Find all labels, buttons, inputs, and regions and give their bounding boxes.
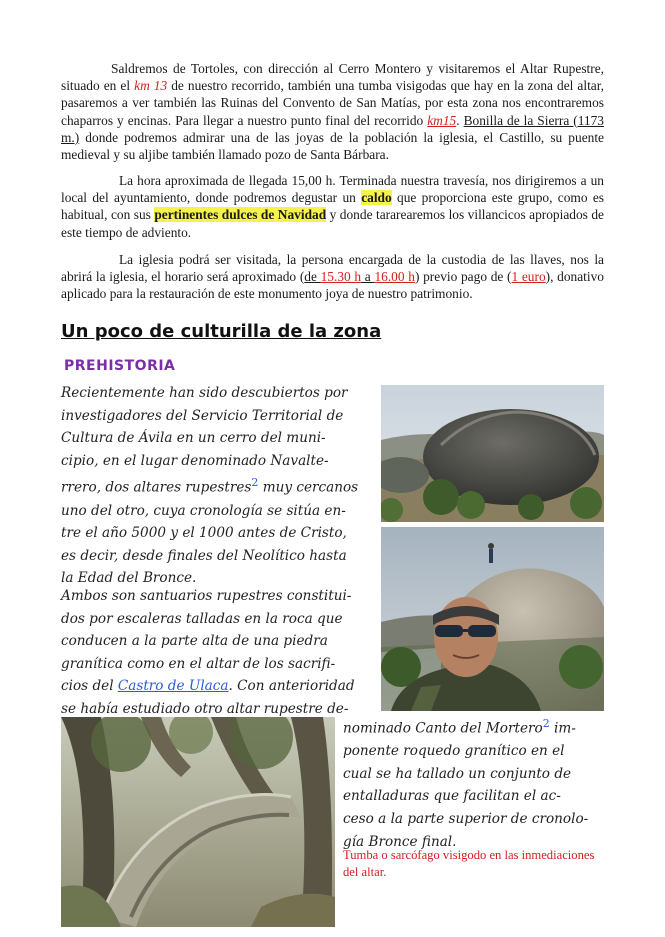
text-line: uno del otro, cuya cronología se sitúa en- [61,502,346,519]
p1-text-a: Saldremos de Tortoles, con dirección al Cerro Montero y visitaremos el Altar Rupestre, situado en el [61,61,604,94]
text-line: cual se ha tallado un conjunto de [343,765,572,782]
prehistoria-subheading: PREHISTORIA [64,358,176,374]
text-line: ceso a la parte superior de cronolo- [343,810,589,827]
p3-text-a: La iglesia podrá ser visitada, la persona encargada de la custodia de las llaves, nos la abrirá la iglesia, el horario será aproximado ( [61,252,604,285]
text-line: gía Bronce final. [343,833,457,850]
bonilla-link[interactable]: Bonilla de la Sierra (1173 m.) [61,112,604,145]
p3-de: de [304,269,321,285]
text-line: Cultura de Ávila en un cerro del muni- [61,430,326,447]
text-line: tre el año 5000 y el 1000 antes de Cristo, [61,525,347,542]
sarcophagus-photo [61,717,335,927]
intro-paragraph-route [61,60,604,163]
dulces-highlight: pertinentes dulces de Navidad [154,207,327,223]
text-fragment: . Con anterioridad [228,678,355,695]
selfie-photo [381,527,604,711]
text-fragment: cios del [61,678,118,695]
castro-de-ulaca-link[interactable]: Castro de Ulaca [117,678,229,695]
text-line: Recientemente han sido descubiertos por [61,385,348,401]
prehistoria-text-block [61,382,366,590]
text-line [343,713,608,740]
text-line: ponente roquedo granítico en el [343,743,565,760]
text-line: cipio, en el lugar denominado Navalte- [61,452,329,469]
caldo-highlight: caldo [361,190,392,206]
text-line: Ambos son santuarios rupestres constitui- [61,588,352,604]
time-end: 16.00 h [374,269,415,285]
p1-text-b: de nuestro recorrido, también una tumba visigodas que hay en la zona del altar, pasaremos a ver también las Ruinas del Convento de San Matías, por esta zona nos encontraremos chaparros y encinas. Para llegar a nuestro punto final del recorrido [61,78,605,128]
text-line: se había estudiado otro altar rupestre de- [61,700,349,717]
text-fragment: nominado Canto del Mortero [343,720,543,737]
text-fragment: rrero, dos altares rupestres [61,479,252,496]
boulder-photo [381,385,604,522]
time-start: 15.30 h [320,269,362,285]
sarcophagus-caption: Tumba o sarcófago visigodo en las inmediaciones del altar. [343,848,595,879]
intro-paragraph-arrival [61,172,604,241]
footnote-marker[interactable]: 2 [251,476,259,490]
text-fragment: im- [549,720,576,737]
text-line: investigadores del Servicio Territorial de [61,407,344,424]
p2-text-b: que proporciona este grupo, como es habitual, con sus [61,190,604,223]
p2-text-a: La hora aproximada de llegada 15,00 h. Terminada nuestra travesía, nos dirigiremos a un local del ayuntamiento, donde podremos degustar un [61,173,604,206]
footnote-marker[interactable]: 2 [542,717,550,730]
intro-paragraph-church [61,251,604,303]
km13-marker: km 13 [134,78,168,94]
price-euro: 1 euro [511,269,546,285]
section-heading: Un poco de culturilla de la zona [61,321,382,342]
text-line: la Edad del Bronce. [61,570,197,587]
p3-text-c: ), donativo aplicado para la restauración de este monumento joya de nuestro patrimonio. [61,269,605,302]
text-line: es decir, desde finales del Neolítico hasta [61,547,347,564]
text-line: granítica como en el altar de los sacrifi- [61,655,336,672]
p3-a: a [361,269,375,285]
p1-text-c: . [456,112,464,128]
p3-text-b: ) previo pago de ( [414,269,512,285]
p2-text-c: y donde tararearemos los villancicos apropiados de este tiempo de adviento. [61,207,604,240]
p1-text-d: donde podremos admirar una de las joyas de la población la iglesia, el Castillo, su puente medieval y su aljibe también llamado pozo de Santa Bárbara. [61,129,604,163]
canto-mortero-text-block [343,713,608,853]
text-line: dos por escaleras talladas en la roca que [61,610,343,627]
santuarios-text-block [61,585,371,721]
text-fragment: muy cercanos [258,479,359,496]
text-line [61,675,371,698]
text-line: entalladuras que facilitan el ac- [343,788,561,805]
text-line: conducen a la parte alta de una piedra [61,633,328,650]
km15-marker: km15 [427,112,457,128]
text-line [61,472,366,499]
